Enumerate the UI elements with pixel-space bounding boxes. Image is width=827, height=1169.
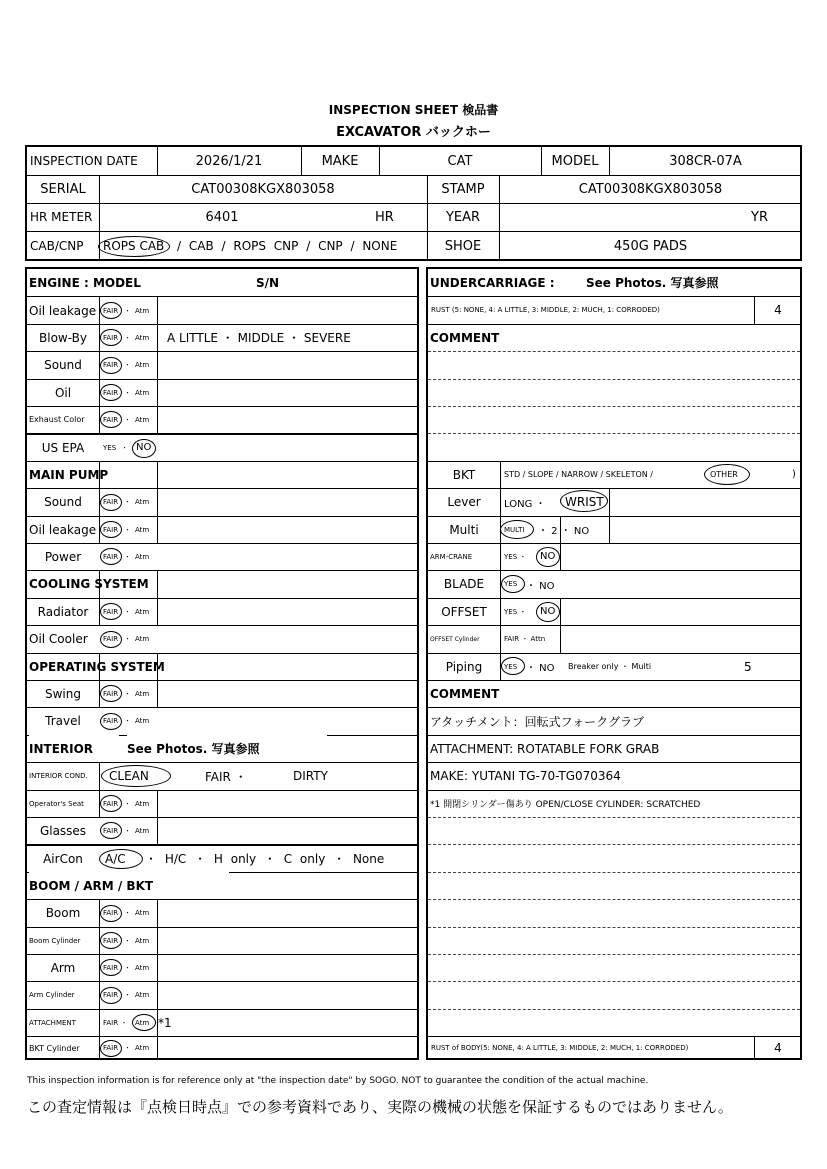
comment-line-2: ATTACHMENT: ROTATABLE FORK GRAB [430, 741, 660, 756]
separator-dot: ・ [121, 443, 128, 452]
pump-oil-leakage-label: Oil leakage [29, 522, 97, 537]
undercarriage-note: See Photos. 写真参照 [586, 276, 719, 290]
bkt-close: ) [792, 469, 796, 480]
fair-circle [100, 959, 122, 976]
engine-header: ENGINE : MODEL [29, 275, 141, 290]
fair-circle [100, 631, 122, 648]
arm-cylinder-label: Arm Cylinder [29, 991, 75, 999]
lever-wrist: WRIST [565, 495, 604, 509]
bkt-cylinder-label: BKT Cylinder [29, 1043, 80, 1053]
year-label: YEAR [445, 209, 481, 225]
comment2-header: COMMENT [430, 686, 500, 701]
rust-label: RUST (5: NONE, 4: A LITTLE, 3: MIDDLE, 2: MUCH, 1: CORRODED) [431, 306, 660, 314]
travel-fair: FAIR [103, 717, 119, 725]
cooling-header: COOLING SYSTEM [29, 577, 149, 591]
offset-cylinder-label: OFFSET Cylinder [430, 635, 480, 643]
radiator-fair: FAIR [103, 607, 119, 616]
oil-cooler-atm: Atm [135, 635, 150, 643]
operators-seat-label: Operator's Seat [29, 799, 84, 808]
model-value: 308CR-07A [669, 153, 742, 169]
fair-circle [100, 521, 122, 538]
sound-atm: Atm [135, 361, 150, 369]
interior-dirty: DIRTY [293, 769, 328, 783]
clean-circle [101, 765, 171, 787]
separator-dot: ・ [124, 635, 131, 643]
swing-label: Swing [45, 686, 81, 701]
fair-circle [100, 685, 122, 702]
offset-label: OFFSET [441, 604, 487, 619]
separator-dot: ・ [124, 306, 131, 315]
hr-meter-label: HR METER [30, 210, 93, 224]
attachment-label: ATTACHMENT [29, 1018, 76, 1027]
travel-label: Travel [45, 714, 81, 728]
fair-circle [100, 603, 122, 620]
blade-label: BLADE [443, 577, 485, 591]
make-value: CAT [447, 153, 473, 169]
hr-meter-value: 6401 [205, 209, 239, 225]
oil-leakage-label: Oil leakage [29, 303, 97, 318]
fair-circle [100, 548, 122, 565]
blow-by-options: A LITTLE ・ MIDDLE ・ SEVERE [167, 331, 351, 345]
no-circle [536, 547, 560, 567]
boom-label: Boom [45, 906, 81, 920]
footer-disclaimer-jp: この査定情報は『点検日時点』での参考資料であり、実際の機械の状態を保証するものではありません。 [27, 1098, 733, 1116]
power-atm: Atm [135, 552, 150, 561]
piping-breaker: Breaker only ・ Multi [568, 662, 652, 671]
separator-dot: ・ [124, 415, 131, 424]
radiator-atm: Atm [135, 607, 150, 616]
exhaust-color-label: Exhaust Color [29, 415, 85, 424]
cab-selection-circle [98, 236, 170, 257]
boom-header: BOOM / ARM / BKT [29, 872, 229, 899]
right-checklist [426, 267, 802, 1060]
glasses-label: Glasses [39, 823, 87, 838]
arm-crane-label: ARM-CRANE [430, 552, 473, 561]
oil-leakage-fair: FAIR [103, 306, 119, 315]
separator-dot: ・ [124, 552, 131, 561]
operators-seat-atm: Atm [135, 799, 150, 808]
cab-option-selected: ROPS CAB [103, 239, 165, 253]
wrist-circle [560, 490, 608, 512]
bkt-label: BKT [452, 467, 476, 482]
arm-crane-yes: YES ・ [504, 552, 527, 561]
comment-header: COMMENT [430, 330, 500, 345]
left-checklist [25, 267, 419, 1060]
operating-header: OPERATING SYSTEM [29, 659, 165, 674]
rust-body-label: RUST of BODY(5: NONE, 4: A LITTLE, 3: MIDDLE, 2: MUCH, 1: CORRODED) [431, 1044, 689, 1052]
boom-cylinder-atm: Atm [135, 936, 150, 945]
comment-line-4: *1 開閉シリンダー傷あり OPEN/CLOSE CYLINDER: SCRATCHED [430, 800, 701, 810]
oil-cooler-fair: FAIR [103, 635, 119, 643]
oil-fair: FAIR [103, 388, 119, 397]
fair-circle [100, 905, 122, 922]
fair-circle [100, 302, 122, 319]
separator-dot: ・ [124, 826, 131, 835]
cab-label: CAB/CNP [30, 239, 84, 253]
separator-dot: ・ [124, 361, 131, 369]
separator-dot: ・ [124, 717, 131, 725]
offset-cylinder-options: FAIR ・ Attn [504, 635, 546, 643]
oil-label: Oil [54, 385, 72, 400]
separator-dot: ・ [124, 498, 131, 506]
boom-cylinder-label: Boom Cylinder [29, 936, 81, 945]
interior-clean: CLEAN [109, 769, 149, 783]
separator-dot: ・ [124, 388, 131, 397]
oil-atm: Atm [135, 388, 150, 397]
power-label: Power [44, 549, 82, 564]
separator-dot: ・ [124, 799, 131, 808]
arm-label: Arm [50, 960, 76, 975]
footer-disclaimer-en: This inspection information is for reference only at "the inspection date" by SOGO. NOT to guarantee the condition of the actual machine. [27, 1076, 649, 1086]
serial-value: CAT00308KGX803058 [191, 181, 335, 197]
exhaust-color-fair: FAIR [103, 415, 119, 424]
fair-circle [100, 384, 122, 401]
boom-cylinder-fair: FAIR [103, 936, 119, 945]
arm-cylinder-fair: FAIR [103, 991, 119, 999]
interior-note: See Photos. 写真参照 [127, 735, 327, 762]
swing-fair: FAIR [103, 689, 119, 698]
make-label: MAKE [321, 153, 359, 169]
fair-circle [100, 822, 122, 839]
radiator-label: Radiator [37, 604, 89, 619]
us-epa-yes: YES [103, 443, 117, 452]
us-epa-no: NO [136, 442, 152, 453]
inspection-date-value: 2026/1/21 [195, 153, 263, 169]
shoe-value: 450G PADS [613, 238, 688, 254]
piping-yes: YES [504, 662, 518, 671]
fair-circle [100, 494, 122, 511]
sheet-title: INSPECTION SHEET 検品書 [328, 103, 499, 117]
attachment-atm: Atm [135, 1018, 150, 1027]
piping-no: ・ NO [526, 663, 555, 674]
fair-circle [100, 411, 122, 428]
separator-dot: ・ [124, 689, 131, 698]
yes-circle [501, 575, 525, 593]
arm-cylinder-atm: Atm [135, 991, 150, 999]
stamp-value: CAT00308KGX803058 [578, 181, 723, 197]
pump-sound-atm: Atm [135, 498, 150, 506]
stamp-label: STAMP [441, 181, 485, 197]
aircon-label: AirCon [43, 851, 83, 866]
shoe-label: SHOE [444, 238, 482, 254]
oil-leakage-atm: Atm [135, 306, 150, 315]
no-circle [132, 439, 156, 458]
us-epa-label: US EPA [41, 440, 85, 455]
separator-dot: ・ [124, 1044, 131, 1052]
blow-by-atm: Atm [135, 333, 150, 342]
power-fair: FAIR [103, 552, 119, 561]
offset-no: NO [540, 606, 556, 617]
pump-oil-leakage-fair: FAIR [103, 525, 119, 534]
exhaust-color-atm: Atm [135, 415, 150, 424]
multi-selected: MULTI [504, 525, 525, 534]
undercarriage-header: UNDERCARRIAGE : [430, 275, 555, 290]
piping-value: 5 [744, 659, 752, 674]
bkt-cylinder-atm: Atm [135, 1044, 150, 1052]
comment-line-3: MAKE: YUTANI TG-70-TG070364 [430, 769, 621, 783]
attachment-fair: FAIR ・ [103, 1018, 128, 1027]
operators-seat-fair: FAIR [103, 799, 119, 808]
model-label: MODEL [551, 153, 599, 169]
year-unit: YR [751, 209, 768, 225]
separator-dot: ・ [124, 909, 131, 917]
bkt-other: OTHER [710, 470, 738, 479]
blow-by-fair: FAIR [103, 333, 119, 342]
pump-sound-fair: FAIR [103, 498, 119, 506]
lever-long: LONG ・ [504, 498, 546, 510]
sheet-subtitle: EXCAVATOR バックホー [336, 125, 491, 140]
aircon-selected: A/C [105, 851, 126, 866]
multi-circle [500, 520, 534, 539]
blade-yes: YES [504, 580, 518, 588]
fair-circle [100, 329, 122, 346]
separator-dot: ・ [124, 333, 131, 342]
fair-circle [100, 1040, 122, 1057]
hr-unit: HR [375, 209, 394, 225]
separator-dot: ・ [124, 936, 131, 945]
oil-cooler-label: Oil Cooler [29, 632, 88, 646]
offset-yes: YES ・ [504, 607, 527, 616]
serial-label: SERIAL [40, 181, 86, 197]
comment-line-1: アタッチメント：回転式フォークグラブ [430, 714, 645, 729]
attachment-note: *1 [158, 1015, 172, 1030]
fair-circle [100, 932, 122, 949]
travel-atm: Atm [135, 717, 150, 725]
boom-fair: FAIR [103, 909, 119, 917]
cab-options-rest: / CAB / ROPS CNP / CNP / NONE [177, 239, 398, 253]
aircon-circle [99, 849, 143, 869]
blow-by-label: Blow-By [39, 330, 87, 345]
interior-cond-label: INTERIOR COND. [29, 772, 88, 780]
info-table [25, 145, 802, 261]
interior-fair: FAIR ・ [205, 769, 247, 784]
blade-no: ・ NO [526, 580, 555, 592]
fair-circle [100, 357, 122, 374]
pump-sound-label: Sound [44, 495, 82, 509]
fair-circle [100, 795, 122, 812]
glasses-fair: FAIR [103, 826, 119, 835]
multi-options: ・ 2 ・ NO [538, 526, 590, 537]
aircon-options: ・ H/C ・ H only ・ C only ・ None [145, 852, 385, 866]
bkt-options: STD / SLOPE / NARROW / SKELETON / [504, 470, 653, 479]
interior-header: INTERIOR [29, 735, 119, 762]
engine-sn-label: S/N [256, 275, 280, 290]
separator-dot: ・ [124, 991, 131, 999]
separator-dot: ・ [124, 607, 131, 616]
main-pump-header: MAIN PUMP [29, 467, 109, 482]
rust-body-value: 4 [774, 1041, 782, 1055]
pump-oil-leakage-atm: Atm [135, 525, 150, 534]
atm-circle [132, 1014, 156, 1031]
boom-atm: Atm [135, 909, 150, 917]
yes-circle [501, 657, 525, 675]
bkt-cylinder-fair: FAIR [103, 1044, 119, 1052]
sound-fair: FAIR [103, 361, 119, 369]
glasses-atm: Atm [135, 826, 150, 835]
arm-atm: Atm [135, 963, 150, 972]
arm-fair: FAIR [103, 963, 119, 972]
arm-crane-no: NO [540, 551, 556, 562]
swing-atm: Atm [135, 689, 150, 698]
fair-circle [100, 987, 122, 1004]
lever-label: Lever [447, 495, 481, 509]
fair-circle [100, 713, 122, 730]
rust-value: 4 [774, 303, 782, 317]
multi-label: Multi [449, 522, 479, 537]
other-circle [704, 464, 750, 485]
no-circle [536, 602, 560, 622]
separator-dot: ・ [124, 525, 131, 534]
sound-label: Sound [44, 358, 82, 372]
inspection-date-label: INSPECTION DATE [30, 154, 138, 168]
separator-dot: ・ [124, 963, 131, 972]
piping-label: Piping [445, 659, 483, 674]
